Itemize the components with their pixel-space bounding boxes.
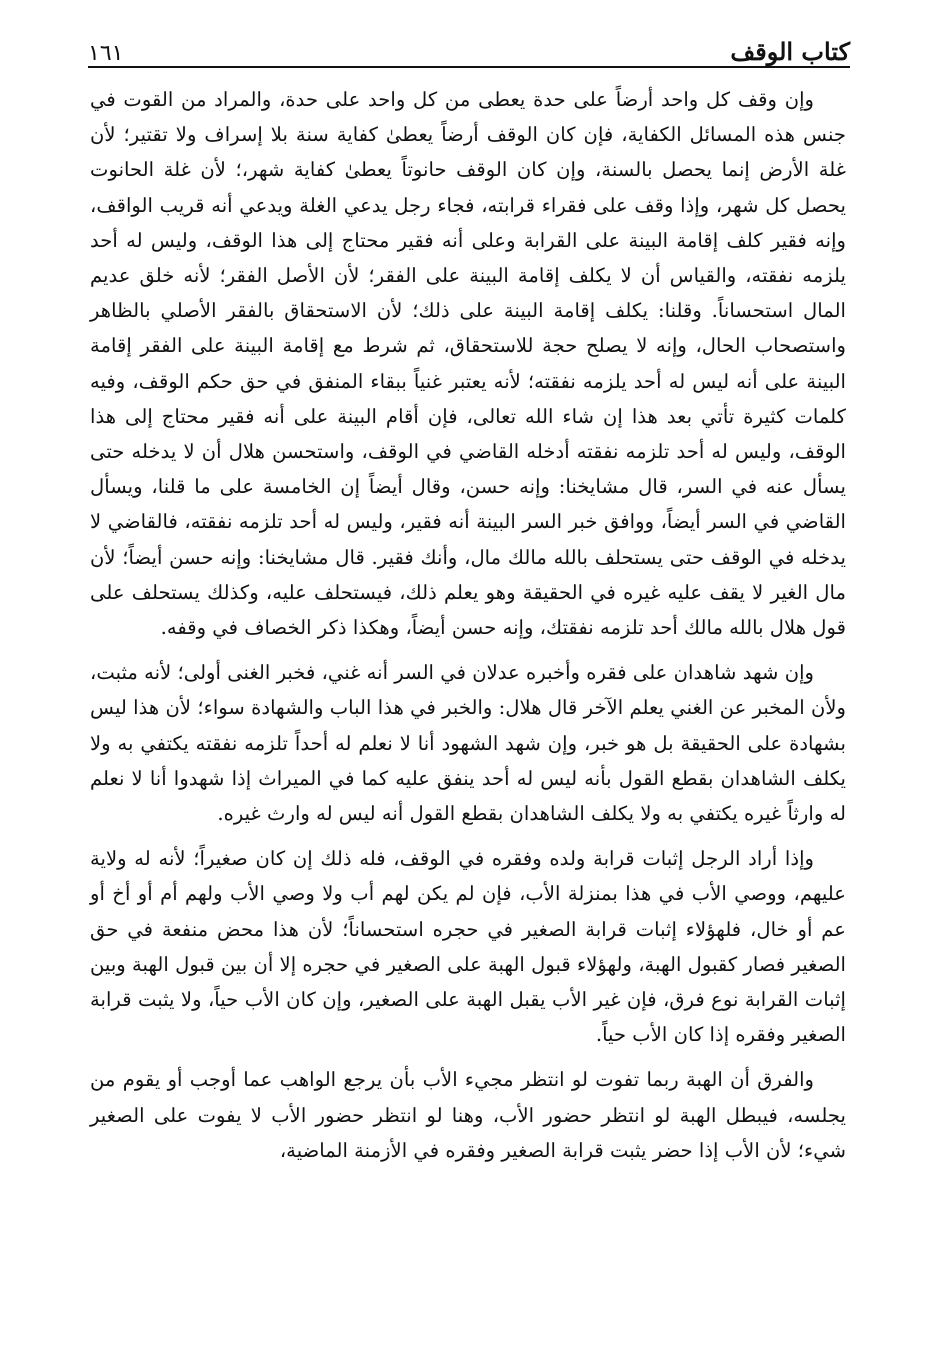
page-number: ١٦١ — [88, 41, 124, 66]
paragraph-4: والفرق أن الهبة ربما تفوت لو انتظر مجيء الأب بأن يرجع الواهب عما أوجب أو يقوم من يجلسه، فيبطل الهبة لو انتظر حضور الأب، وهنا لو انتظر حضور الأب لا يفوت على الصغير شيء؛ لأن الأب إذا حضر يثبت قرابة الصغير وفقره في الأزمنة الماضية، — [90, 1068, 846, 1162]
header-rule — [88, 66, 850, 68]
page-body — [90, 82, 846, 1333]
page-header — [88, 26, 850, 66]
paragraph-1: وإن وقف كل واحد أرضاً على حدة يعطى من كل واحد على حدة، والمراد من القوت في جنس هذه المسائل الكفاية، فإن كان الوقف أرضاً يعطىٰ كفاية سنة بلا إسراف ولا تقتير؛ لأن غلة الأرض إنما يحصل بالسنة، وإن كان الوقف حانوتاً يعطىٰ كفاية شهر،؛ لأن غلة الحانوت يحصل كل شهر، وإذا وقف على فقراء قرابته، فجاء رجل يدعي الغلة ويدعي أنه قريب الواقف، وإنه فقير كلف إقامة البينة على القرابة وعلى أنه فقير محتاج إلى هذا الوقف، وليس له أحد يلزمه نفقته، والقياس أن لا يكلف إقامة البينة على الفقر؛ لأن الأصل الفقر؛ لأنه خلق عديم المال استحساناً. وقلنا: يكلف إقامة البينة على ذلك؛ لأن الاستحقاق بالفقر الأصلي بالظاهر واستصحاب الحال، وإنه لا يصلح حجة للاستحقاق، ثم شرط مع إقامة البينة على الفقر إقامة البينة على أنه ليس له أحد يلزمه نفقته؛ لأنه يعتبر غنياً ببقاء المنفق في حق حكم الوقف، وفيه كلمات كثيرة تأتي بعد هذا إن شاء الله تعالى، فإن أقام البينة على أنه فقير محتاج إلى هذا الوقف، وليس له أحد تلزمه نفقته أدخله القاضي في الوقف، واستحسن هلال أن لا يدخله حتى يسأل عنه في السر، قال مشايخنا: وإنه حسن، وقال أيضاً إن الخامسة على ما قلنا، ويسأل القاضي في السر أيضاً، ووافق خبر السر البينة أنه فقير، وليس له أحد تلزمه نفقته، فالقاضي لا يدخله في الوقف حتى يستحلف بالله مالك مال، وأنك فقير. قال مشايخنا: وإنه حسن أيضاً؛ لأن مال الغير لا يقف عليه غيره في الحقيقة وهو يعلم ذلك، فيستحلف عليه، وكذلك يستحلف على قول هلال بالله مالك أحد تلزمه نفقتك، وإنه حسن أيضاً، وهكذا ذكر الخصاف في وقفه. — [90, 88, 846, 640]
paragraph-2: وإن شهد شاهدان على فقره وأخبره عدلان في السر أنه غني، فخبر الغنى أولى؛ لأنه مثبت، ولأن المخبر عن الغني يعلم الآخر قال هلال: والخبر في هذا الباب والشهادة سواء؛ لأن هذا ليس بشهادة على الحقيقة بل هو خبر، وإن شهد الشهود أنا لا نعلم له أحداً تلزمه نفقته يكتفي به ولا يكلف الشاهدان بقطع القول بأنه ليس له أحد ينفق عليه كما في الميراث إذا شهدوا أنا لا نعلم له وارثاً غيره يكتفي به ولا يكلف الشاهدان بقطع القول أنه ليس له وارث غيره. — [90, 661, 846, 826]
running-title: كتاب الوقف — [730, 37, 850, 66]
paragraph-3: وإذا أراد الرجل إثبات قرابة ولده وفقره في الوقف، فله ذلك إن كان صغيراً؛ لأنه له ولاية عليهم، ووصي الأب في هذا بمنزلة الأب، فإن لم يكن لهم أب ولا وصي الأب ولهم أم أو أخ أو عم أو خال، فلهؤلاء إثبات قرابة الصغير في حجره استحساناً؛ لأن هذا محض منفعة في حق الصغير فصار كقبول الهبة، ولهؤلاء قبول الهبة على الصغير في حجره إلا أن بين قبول الهبة وبين إثبات القرابة نوع فرق، فإن غير الأب يقبل الهبة على الصغير، وإن كان الأب حياً، ولا يثبت قرابة الصغير وفقره إذا كان الأب حياً. — [90, 847, 846, 1047]
